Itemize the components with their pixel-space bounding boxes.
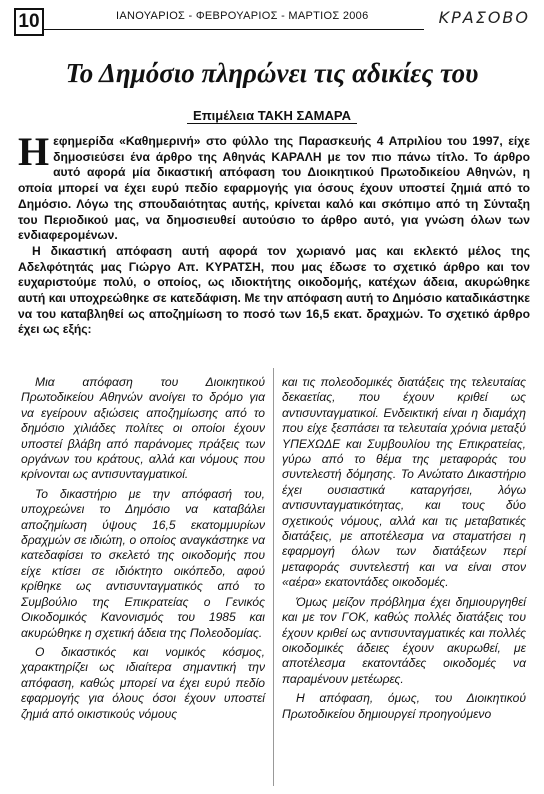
- lead-paragraph-1-text: εφημερίδα «Καθημερινή» στο φύλλο της Παρασκευής 4 Απριλίου του 1997, είχε δημοσιεύσει ένα άρθρο της Αθηνάς ΚΑΡΑΛΗ με τον πιο πάνω τίτλο. Το άρθρο αυτό αφορά μία δικαστική απόφαση του Διοικητικού Πρωτοδικείου Αθηνών, η οποία μπορεί να έχει ευρύ πεδίο εφαρμογής για όσους έχουν υποστεί ζημιά από το Δημόσιο. Λόγω της σπουδαιότητας αυτής, κρίνεται καλό και σκόπιμο από τη Σύνταξη του Περιοδικού μας, να δημοσιευθεί αυτούσιο το άρθρο αυτό, για γνώση όλων των ενδιαφερομένων.: [18, 134, 530, 243]
- body-paragraph: Το δικαστήριο με την απόφασή του, υποχρεώνει το Δημόσιο να καταβάλει αποζημίωση ύψους 16,5 εκατομμυρίων δραχμών σε ιδιώτη, ο οποίος αναγκάστηκε να κατεδαφίσει το σκελετό της οικοδομής που είχε κτίσει σε ιδιόκτητο οικόπεδο, αφού κρίθηκε ως αντισυνταγματικός από το Συμβούλιο της Επικρατείας ο Γενικός Οικοδομικός Κανονισμός του 1985 και ακυρώθηκε η σχετική άδεια της Πολεοδομίας.: [21, 486, 265, 640]
- byline-text: Επιμέλεια ΤΑΚΗ ΣΑΜΑΡΑ: [187, 108, 357, 124]
- lead-paragraph-1: [18, 129, 530, 244]
- left-column: [21, 375, 265, 726]
- issue-dates: ΙΑΝΟΥΑΡΙΟΣ - ΦΕΒΡΟΥΑΡΙΟΣ - ΜΑΡΤΙΟΣ 2006: [116, 10, 369, 22]
- drop-cap: Η: [18, 129, 50, 174]
- body-paragraph: Η απόφαση, όμως, του Διοικητικού Πρωτοδικείου δημιουργεί προηγούμενο: [282, 691, 526, 721]
- page-number: 10: [14, 8, 44, 36]
- right-column: [282, 375, 526, 726]
- column-divider: [273, 368, 274, 786]
- lead-text: [18, 129, 530, 338]
- lead-paragraph-2: Η δικαστική απόφαση αυτή αφορά τον χωριανό μας και εκλεκτό μέλος της Αδελφότητάς μας Γιώργο Απ. ΚΥΡΑΤΣΗ, που μας έδωσε το σχετικό άρθρο και τον ευχαριστούμε πολύ, ο οποίος, ως ιδιοκτήτης οικοδομής, κατέχων άδεια, ακυρώθηκε αυτή και υποχρεώθηκε σε κατεδάφιση. Με την απόφαση αυτή το Δημόσιο καταδικάστηκε να του καταβληθεί ως αποζημίωση το ποσό των 16,5 εκατ. δραχμών. Το σχετικό άρθρο έχει ως εξής:: [18, 243, 530, 337]
- byline: [0, 108, 544, 123]
- body-paragraph: Όμως μείζον πρόβλημα έχει δημιουργηθεί και με τον ΓΟΚ, καθώς πολλές διατάξεις του έχουν κριθεί ως αντισυνταγματικές και πολλές οικοδομικές άδειες έχουν ακυρωθεί, με αποτέλεσμα εκατοντάδες οικοδομές να παραμένουν μετέωρες.: [282, 594, 526, 686]
- body-paragraph: Μια απόφαση του Διοικητικού Πρωτοδικείου Αθηνών ανοίγει το δρόμο για να εγείρουν αξιώσεις αποζημίωσης από το δημόσιο χιλιάδες πολίτες οι οποίοι έχουν υποστεί βλάβη από παράνομες πράξεις των οργάνων του κράτους, αλλά και νόμους που κρίνονται ως αντισυνταγματικοί.: [21, 375, 265, 482]
- masthead: ΚΡΑΣΟΒΟ: [438, 8, 530, 27]
- article-title: Το Δημόσιο πληρώνει τις αδικίες του: [65, 58, 479, 88]
- header-rule: [44, 29, 424, 30]
- body-paragraph: και τις πολεοδομικές διατάξεις της τελευταίας δεκαετίας, που έχουν κριθεί ως αντισυνταγματικοί. Ενδεικτική είναι η διαμάχη που είχε ξεσπάσει τα τελευταία χρόνια μεταξύ ΥΠΕΧΩΔΕ και Συμβουλίου της Επικρατείας, γύρω από το θέμα της μεταφοράς του συντελεστή δόμησης. Το Ανώτατο Δικαστήριο έχει ουσιαστικά καταργήσει, λόγω αντισυνταγματικότητας, και τους δύο σχετικούς νόμους, αλλά και τις μεταβατικές διατάξεις, με αποτέλεσμα να σταματήσει η εφαρμογή όλων των διατάξεων περί μεταφοράς συντελεστή και να είναι στον «αέρα» εκατοντάδες οικοδομές.: [282, 375, 526, 590]
- body-paragraph: Ο δικαστικός και νομικός κόσμος, χαρακτηρίζει ως ιδιαίτερα σημαντική την απόφαση, καθώς μπορεί να έχει ευρύ πεδίο εφαρμογής για όλους όσοι έχουν υποστεί ζημιά από οικιστικούς νόμους: [21, 644, 265, 721]
- page-header: [0, 8, 544, 36]
